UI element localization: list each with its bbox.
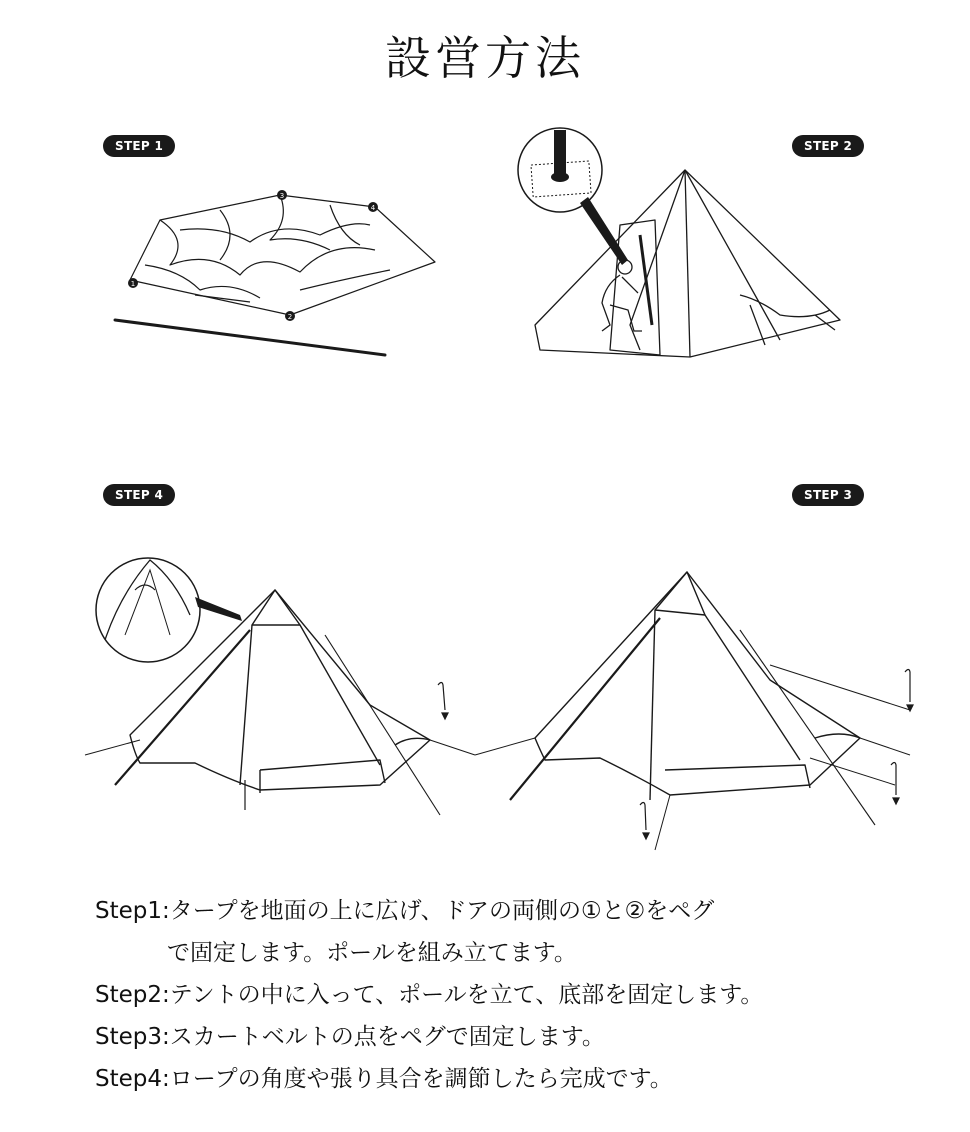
instruction-step1-line1: Step1:タープを地面の上に広げ、ドアの両側の①と②をペグ bbox=[95, 898, 715, 924]
instruction-step1-line2: で固定します。ポールを組み立てます。 bbox=[167, 940, 577, 966]
instruction-step3: Step3:スカートベルトの点をペグで固定します。 bbox=[95, 1024, 605, 1050]
instructions-block bbox=[95, 890, 895, 1100]
pole bbox=[115, 320, 385, 355]
detail-pointer bbox=[580, 197, 628, 265]
marker-3: 3 bbox=[279, 192, 285, 200]
rope-detail-inset bbox=[96, 558, 242, 662]
marker-2: 2 bbox=[287, 313, 293, 321]
step4-badge: STEP 4 bbox=[103, 484, 175, 506]
tent3-body bbox=[535, 572, 860, 795]
step3-illustration bbox=[455, 560, 920, 860]
step1-illustration bbox=[100, 180, 460, 370]
peg-icons bbox=[640, 670, 913, 840]
step4-illustration bbox=[80, 535, 500, 835]
page-title: 設営方法 bbox=[385, 31, 585, 85]
rope-detail-pointer bbox=[195, 597, 242, 621]
step2-illustration bbox=[510, 125, 850, 390]
marker-4: 4 bbox=[370, 204, 376, 212]
step2-badge: STEP 2 bbox=[792, 135, 864, 157]
marker-1: 1 bbox=[130, 280, 136, 288]
corner-markers bbox=[128, 190, 378, 321]
peg-icon bbox=[438, 683, 448, 720]
instruction-step4: Step4:ロープの角度や張り具合を調節したら完成です。 bbox=[95, 1066, 673, 1092]
step1-badge: STEP 1 bbox=[103, 135, 175, 157]
instruction-step2: Step2:テントの中に入って、ポールを立て、底部を固定します。 bbox=[95, 982, 764, 1008]
step3-badge: STEP 3 bbox=[792, 484, 864, 506]
detail-inset bbox=[518, 128, 628, 265]
